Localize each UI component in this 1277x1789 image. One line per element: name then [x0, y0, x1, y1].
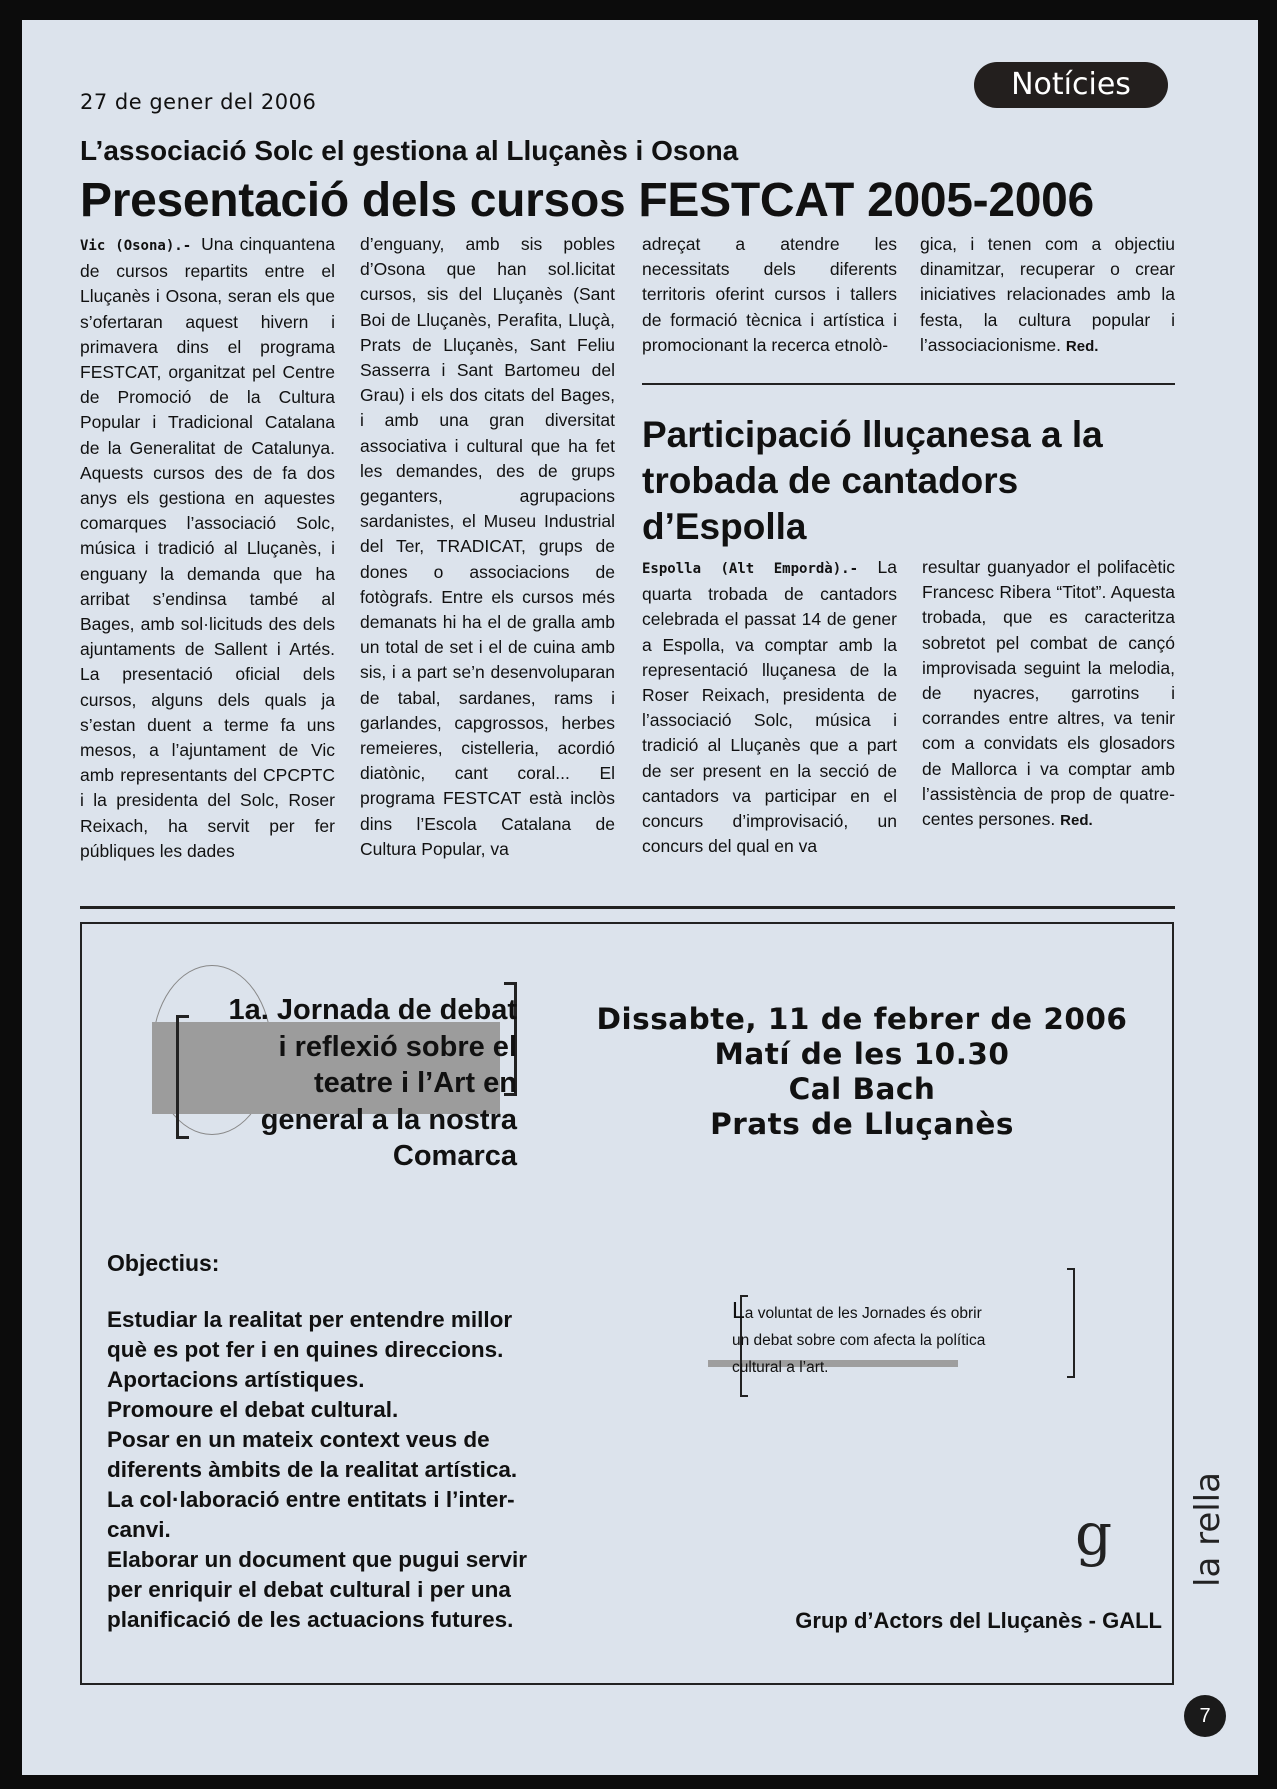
objective-line: planificació de les actuacions futures. [107, 1607, 514, 1632]
objective-line: canvi. [107, 1517, 171, 1542]
article2-column-1 [642, 555, 897, 859]
objective-line: Posar en un mateix context veus de [107, 1427, 490, 1452]
article2-signature: Red. [1060, 812, 1093, 830]
newspaper-page [22, 20, 1258, 1775]
article2-headline: Participació lluçanesa a la trobada de cantadors d’Espolla [642, 414, 1103, 547]
article2-dateline: Espolla (Alt Empordà).- [642, 561, 878, 577]
event-title-line: teatre i l’Art en [313, 1067, 517, 1099]
event-title-line: Comarca [392, 1140, 517, 1172]
article-kicker: L’associació Solc el gestiona al Lluçanès i Osona [80, 135, 739, 166]
event-town: Prats de Lluçanès [710, 1107, 1014, 1141]
section-badge: Notícies [974, 62, 1168, 108]
section-divider [80, 906, 1175, 909]
organizer-name: Grup d’Actors del Lluçanès - GALL [795, 1608, 1162, 1633]
objective-line: per enriquir el debat cultural i per una [107, 1577, 511, 1602]
article-headline: Presentació dels cursos FESTCAT 2005-2006 [80, 174, 1094, 227]
event-venue: Cal Bach [788, 1072, 936, 1106]
article-divider [642, 383, 1175, 385]
objective-line: La col·laboració entre entitats i l’inter- [107, 1487, 515, 1512]
event-title-line: i reflexió sobre el [278, 1030, 517, 1063]
article2-col1-text: La quarta trobada de cantadors celebrada el passat 14 de gener a Espolla, va comptar amb la representació lluçanesa de la Roser Reixach, presidenta de l’associació Solc, música i tradició al Lluçanès que a part de ser present en la secció de cantadors va participar en el concurs d’improvisació, un concurs del qual en va [642, 557, 897, 857]
objectives-list [107, 1305, 527, 1635]
quote-line: cultural a l’art. [732, 1359, 829, 1376]
event-title-line: general a la nostra [260, 1103, 517, 1136]
quote-line: a voluntat de les Jornades és obrir [744, 1305, 982, 1322]
article1-col2-text: d’enguany, amb sis pobles d’Osona que han sol.licitat cursos, sis del Lluçanès (Sant Boi de Lluçanès, Perafita, Lluçà, Prats de Lluçanès, Sant Feliu Sasserra i Sant Bartomeu del Grau) i els dos citats del Bages, i amb una gran diversitat associativa i cultural que ha fet les demandes, des de grups geganters, agrupacions sardanistes, el Museu Industrial del Ter, TRADICAT, grups de dones o associacions de fotògrafs. Entre els cursos més demanats hi ha el de gralla amb un total de set i el de cuina amb sis, i a part se’n desenvoluparan de tabal, sardanes, rams i garlandes, capgrossos, herbes remeieres, cistelleria, acordió diatònic, cant coral... El programa FESTCAT està inclòs dins l’Escola Catalana de Cultura Popular, va [360, 234, 615, 859]
page-number: 7 [1184, 1695, 1226, 1737]
article2-col2-text: resultar guanyador el polifacètic Francesc Ribera “Titot”. Aquesta trobada, que es caracteritza sobretot pel combat de cançó improvisada seguint la melodia, de nyacres, garrotins i corrandes entre altres, va tenir com a convidats els glosadors de Mallorca i va comptar amb l’assistència de prop de quatre-centes persones. [922, 557, 1175, 830]
article1-signature: Red. [1065, 337, 1099, 355]
article1-column-1 [80, 232, 335, 864]
article1-dateline: Vic (Osona).- [80, 238, 202, 254]
event-time: Matí de les 10.30 [714, 1037, 1010, 1071]
objectives-label: Objectius: [107, 1250, 220, 1276]
objective-line: Estudiar la realitat per entendre millor [107, 1307, 513, 1332]
article1-col1-text: Una cinquantena de cursos repartits entre el Lluçanès i Osona, seran els que s’ofertaran aquest hivern i primavera dins el programa FESTCAT, organitzat pel Centre de Promoció de la Cultura Popular i Tradicional Catalana de la Generalitat de Catalunya. Aquests cursos des de fa dos anys els gestiona en aquestes comarques l’associació Solc, música i tradició al Lluçanès, i enguany la demanda que ha arribat s’endinsa també al Bages, amb sol·licituds des dels ajuntaments de Sallent i Artés. La presentació oficial dels cursos, alguns dels quals ja s’estan duent a terme fa uns mesos, a l’ajuntament de Vic amb representants del CPCPTC i la presidenta del Solc, Roser Reixach, ha servit per fer públiques les dades [80, 234, 335, 861]
article2-column-2 [922, 555, 1175, 833]
event-title-line: 1a. Jornada de debat [228, 994, 517, 1026]
quote-initial: L [732, 1297, 745, 1323]
objective-line: Elaborar un document que pugui servir [107, 1547, 528, 1572]
quote-line: un debat sobre com afecta la política [732, 1332, 986, 1349]
article1-column-4 [920, 232, 1175, 359]
event-details [582, 1002, 1142, 1142]
gall-logo-icon: g [1075, 1500, 1113, 1568]
pull-quote [732, 1297, 1072, 1381]
objective-line: què es pot fer i en quines direccions. [107, 1337, 504, 1362]
objective-line: Aportacions artístiques. [107, 1367, 365, 1392]
article1-col3-text: adreçat a atendre les necessitats dels diferents territoris oferint cursos i tallers de formació tècnica i artística i promocionant la recerca etnolò- [642, 234, 897, 355]
article1-column-2 [360, 232, 615, 862]
article1-column-3 [642, 232, 897, 358]
article1-col4-text: gica, i tenen com a objectiu dinamitzar, recuperar o crear iniciatives relacionades amb la festa, la cultura popular i l’associacionisme. [920, 234, 1175, 355]
magazine-name: la rella [1188, 1472, 1228, 1587]
event-title [122, 992, 517, 1175]
event-date: Dissabte, 11 de febrer de 2006 [596, 1002, 1128, 1036]
objective-line: Promoure el debat cultural. [107, 1397, 399, 1422]
objective-line: diferents àmbits de la realitat artística. [107, 1457, 518, 1482]
issue-date: 27 de gener del 2006 [80, 90, 317, 114]
